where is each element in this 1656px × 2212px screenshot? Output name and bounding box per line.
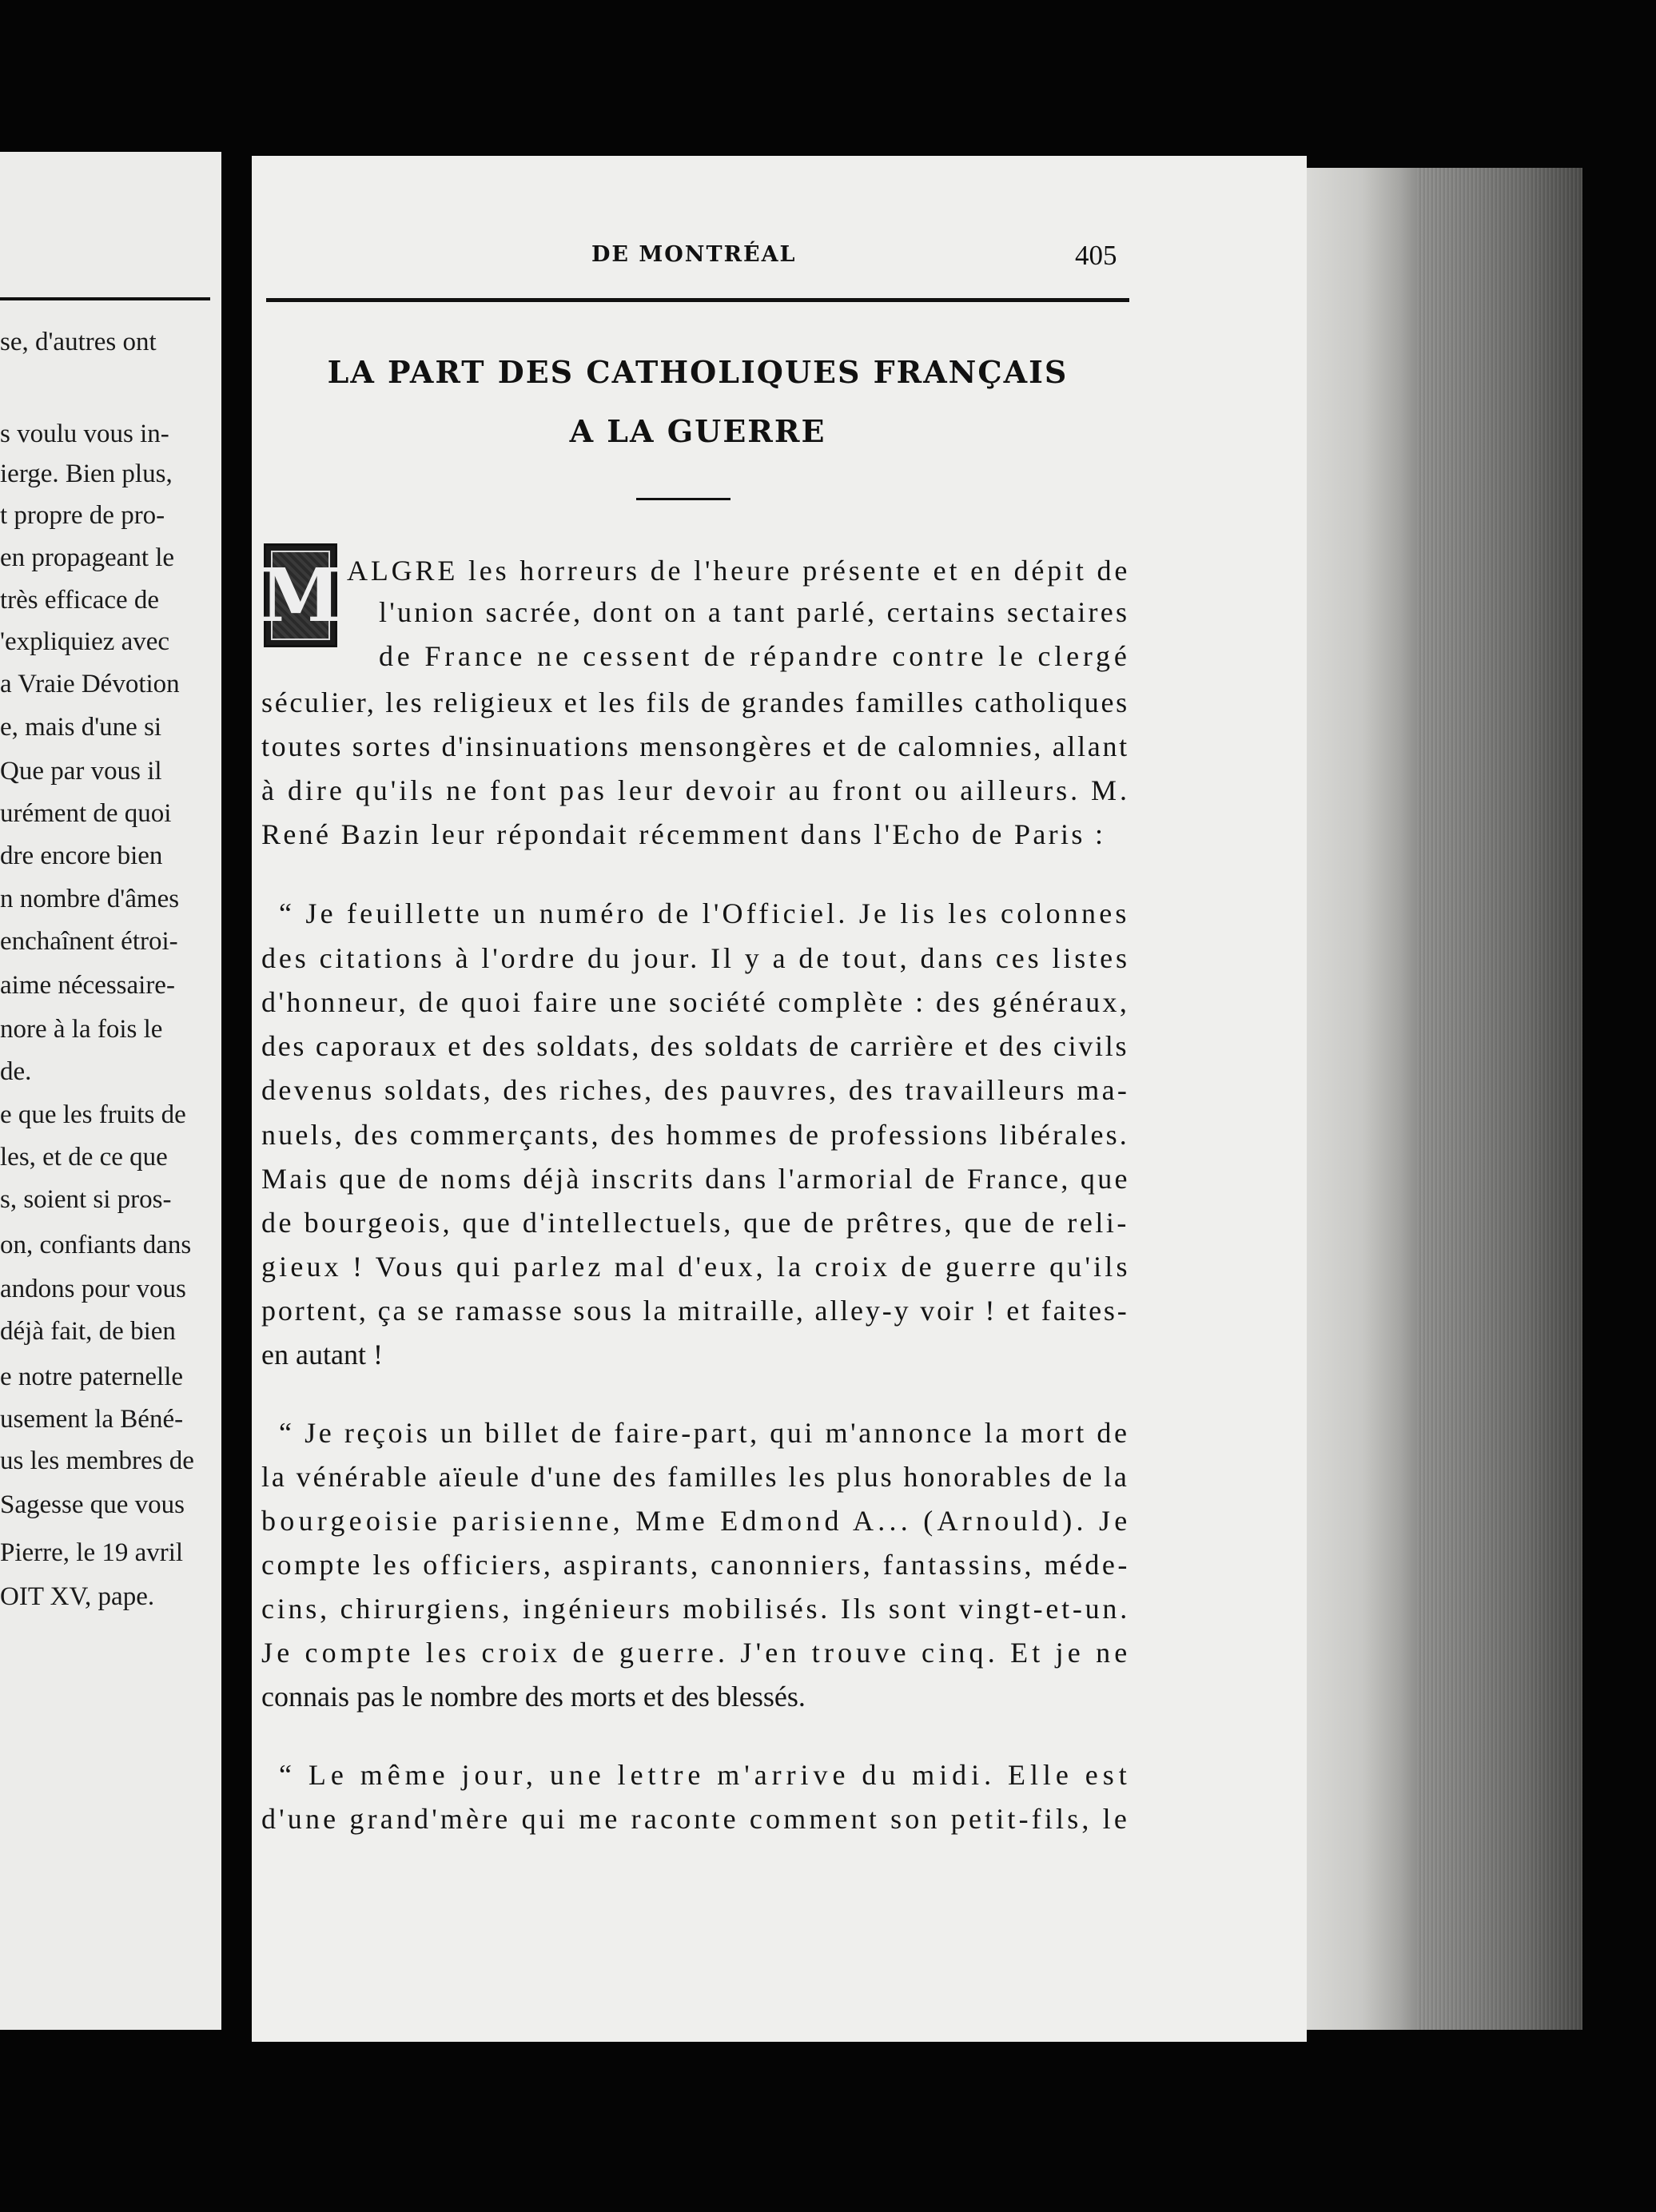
header-rule bbox=[266, 298, 1129, 302]
left-page-line: nore à la fois le bbox=[0, 1015, 163, 1044]
left-page-line: t propre de pro- bbox=[0, 501, 165, 530]
left-page-line: déjà fait, de bien bbox=[0, 1317, 176, 1346]
article-line: gieux ! Vous qui parlez mal d'eux, la croix de guerre qu'ils bbox=[261, 1251, 1131, 1283]
left-page-line: très efficace de bbox=[0, 586, 160, 615]
page-edges bbox=[1307, 168, 1582, 2030]
article-line: à dire qu'ils ne font pas leur devoir au front ou ailleurs. M. bbox=[261, 774, 1131, 806]
left-page-line: les, et de ce que bbox=[0, 1143, 168, 1172]
article-line: nuels, des commerçants, des hommes de professions libérales. bbox=[261, 1119, 1129, 1151]
article-line: toutes sortes d'insinuations mensongères et de calomnies, allant bbox=[261, 730, 1129, 762]
title-divider bbox=[636, 498, 730, 500]
article-line: d'une grand'mère qui me raconte comment son petit-fils, le bbox=[261, 1803, 1130, 1835]
left-page-line: dre encore bien bbox=[0, 841, 163, 870]
left-page-line: Que par vous il bbox=[0, 757, 162, 786]
article-title-line-1: LA PART DES CATHOLIQUES FRANÇAIS bbox=[327, 354, 1069, 390]
article-line: en autant ! bbox=[261, 1339, 383, 1371]
left-page-line: 'expliquiez avec bbox=[0, 627, 170, 656]
page-number: 405 bbox=[1075, 240, 1117, 271]
article-line: la vénérable aïeule d'une des familles les plus honorables de la bbox=[261, 1461, 1129, 1493]
left-page-line: en propageant le bbox=[0, 543, 175, 572]
left-page-line: Pierre, le 19 avril bbox=[0, 1538, 184, 1567]
left-page-line: enchaînent étroi- bbox=[0, 927, 178, 956]
drop-cap-letter: M bbox=[260, 552, 341, 639]
article-line: devenus soldats, des riches, des pauvres, des travailleurs ma- bbox=[261, 1074, 1130, 1106]
left-page-line: e que les fruits de bbox=[0, 1100, 186, 1129]
article-line: séculier, les religieux et les fils de grandes familles catholiques bbox=[261, 686, 1129, 718]
article-line: Je compte les croix de guerre. J'en trouve cinq. Et je ne bbox=[261, 1637, 1132, 1669]
left-page-line: s, soient si pros- bbox=[0, 1185, 172, 1214]
article-line: René Bazin leur répondait récemment dans l'Echo de Paris : bbox=[261, 818, 1106, 850]
article-line: d'honneur, de quoi faire une société complète : des généraux, bbox=[261, 986, 1130, 1018]
article-line: de France ne cessent de répandre contre le clergé bbox=[379, 640, 1131, 672]
article-line: l'union sacrée, dont on a tant parlé, certains sectaires bbox=[379, 596, 1130, 628]
article-line: des citations à l'ordre du jour. Il y a de tout, dans ces listes bbox=[261, 942, 1130, 974]
left-page-line: Sagesse que vous bbox=[0, 1490, 185, 1519]
left-page-line: on, confiants dans bbox=[0, 1231, 192, 1259]
left-page-line: s voulu vous in- bbox=[0, 420, 169, 448]
article-title-line-2: A LA GUERRE bbox=[569, 413, 826, 449]
article-line: connais pas le nombre des morts et des blessés. bbox=[261, 1681, 806, 1713]
article-line: ALGRE les horreurs de l'heure présente et en dépit de bbox=[347, 555, 1131, 587]
article-line: bourgeoisie parisienne, Mme Edmond A... (Arnould). Je bbox=[261, 1505, 1132, 1537]
article-line: “ Je feuillette un numéro de l'Officiel. Je lis les colonnes bbox=[279, 897, 1130, 929]
left-page-line: e notre paternelle bbox=[0, 1363, 184, 1391]
left-page-line: ierge. Bien plus, bbox=[0, 460, 173, 488]
article-line: Mais que de noms déjà inscrits dans l'armorial de France, que bbox=[261, 1163, 1130, 1195]
left-page bbox=[0, 152, 221, 2030]
left-page-line: n nombre d'âmes bbox=[0, 885, 180, 913]
article-line: cins, chirurgiens, ingénieurs mobilisés. Ils sont vingt-et-un. bbox=[261, 1593, 1130, 1625]
left-page-line: e, mais d'une si bbox=[0, 713, 162, 742]
article-line: “ Je reçois un billet de faire-part, qui m'annonce la mort de bbox=[279, 1417, 1130, 1449]
left-page-line: usement la Béné- bbox=[0, 1405, 184, 1434]
article-line: de bourgeois, que d'intellectuels, que de prêtres, que de reli- bbox=[261, 1207, 1129, 1239]
article-line: des caporaux et des soldats, des soldats de carrière et des civils bbox=[261, 1030, 1129, 1062]
left-page-line: us les membres de bbox=[0, 1446, 194, 1475]
left-page-line: se, d'autres ont bbox=[0, 328, 157, 356]
left-page-line: urément de quoi bbox=[0, 799, 172, 828]
article-line: portent, ça se ramasse sous la mitraille, alley-y voir ! et faites- bbox=[261, 1295, 1129, 1327]
drop-cap bbox=[260, 543, 341, 647]
article-line: “ Le même jour, une lettre m'arrive du midi. Elle est bbox=[279, 1759, 1132, 1791]
article-line: compte les officiers, aspirants, canonniers, fantassins, méde- bbox=[261, 1549, 1130, 1581]
left-page-line: OIT XV, pape. bbox=[0, 1582, 155, 1611]
running-head: DE MONTRÉAL bbox=[591, 242, 797, 267]
left-page-line: de. bbox=[0, 1057, 32, 1086]
left-page-line: a Vraie Dévotion bbox=[0, 670, 180, 698]
left-page-rule bbox=[0, 297, 210, 300]
left-page-line: andons pour vous bbox=[0, 1275, 186, 1303]
left-page-line: aime nécessaire- bbox=[0, 971, 175, 1000]
